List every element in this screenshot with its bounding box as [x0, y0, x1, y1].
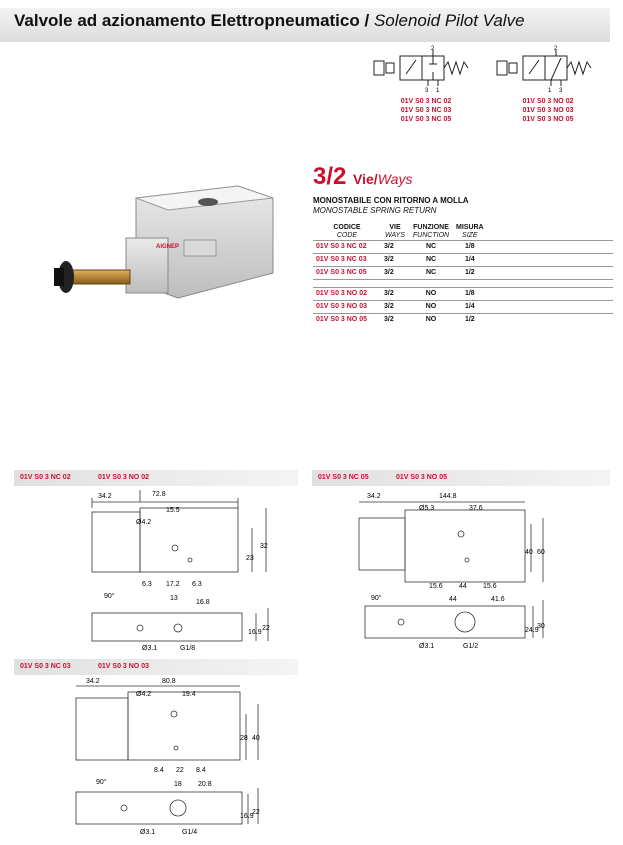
table-row: 01V S0 3 NC 02 3/2 NC 1/8 — [313, 241, 613, 254]
svg-text:28: 28 — [240, 735, 248, 742]
table-row: 01V S0 3 NC 03 3/2 NC 1/4 — [313, 254, 613, 267]
svg-text:15.6: 15.6 — [429, 583, 443, 590]
svg-text:80.8: 80.8 — [162, 678, 176, 685]
col-code: CODICE CODE — [333, 224, 361, 239]
svg-text:90°: 90° — [104, 593, 115, 600]
table-gap — [313, 280, 613, 288]
svg-text:60: 60 — [537, 549, 545, 556]
svg-text:90°: 90° — [96, 779, 107, 786]
svg-text:22: 22 — [262, 625, 270, 632]
svg-text:90°: 90° — [371, 595, 382, 602]
symbol-codes-nc: 01V S0 3 NC 02 01V S0 3 NC 03 01V S0 3 NC 05 — [400, 98, 452, 123]
svg-text:16.9: 16.9 — [240, 813, 254, 820]
valve-symbol-nc — [370, 44, 485, 92]
technical-drawing-02 — [80, 488, 280, 653]
title-italian: Valvole ad azionamento Elettropneumatico — [14, 11, 360, 30]
svg-text:40: 40 — [525, 549, 533, 556]
section-bar-05: 01V S0 3 NC 05 01V S0 3 NO 05 — [312, 470, 610, 486]
svg-text:144.8: 144.8 — [439, 493, 457, 500]
table-row: 01V S0 3 NO 03 3/2 NO 1/4 — [313, 301, 613, 314]
col-ways: VIE WAYS — [385, 224, 405, 239]
svg-text:44: 44 — [449, 596, 457, 603]
section-bar-02: 01V S0 3 NC 02 01V S0 3 NO 02 — [14, 470, 298, 486]
brand-logo: AIGNEP — [156, 244, 180, 250]
svg-text:15.6: 15.6 — [483, 583, 497, 590]
svg-text:G1/8: G1/8 — [180, 645, 196, 652]
svg-text:41.6: 41.6 — [491, 596, 505, 603]
svg-text:13: 13 — [170, 595, 178, 602]
description-italian: MONOSTABILE CON RITORNO A MOLLA — [313, 196, 469, 205]
svg-text:16.9: 16.9 — [248, 629, 262, 636]
svg-text:22: 22 — [176, 767, 184, 774]
svg-text:20.8: 20.8 — [198, 781, 212, 788]
svg-text:34.2: 34.2 — [86, 678, 100, 685]
port-label: 3 — [559, 88, 563, 92]
svg-text:72.8: 72.8 — [152, 491, 166, 498]
title-separator: / — [364, 11, 370, 30]
page-title — [14, 11, 525, 31]
svg-text:23: 23 — [246, 555, 254, 562]
svg-text:19.4: 19.4 — [182, 691, 196, 698]
valve-symbol-no — [493, 44, 608, 92]
port-label: 3 — [425, 88, 429, 92]
svg-text:G1/2: G1/2 — [463, 643, 479, 650]
svg-text:30: 30 — [537, 623, 545, 630]
technical-drawing-05 — [355, 488, 555, 653]
table-row: 01V S0 3 NO 02 3/2 NO 1/8 — [313, 288, 613, 301]
svg-text:Ø3.1: Ø3.1 — [140, 829, 156, 836]
product-photo — [28, 178, 288, 328]
svg-text:44: 44 — [459, 583, 467, 590]
technical-drawing-03 — [70, 674, 270, 839]
svg-text:G1/4: G1/4 — [182, 829, 198, 836]
svg-text:37.6: 37.6 — [469, 505, 483, 512]
section-bar-03: 01V S0 3 NC 03 01V S0 3 NO 03 — [14, 659, 298, 675]
svg-text:8.4: 8.4 — [196, 767, 206, 774]
col-size: MISURA SIZE — [456, 224, 484, 239]
svg-text:24.9: 24.9 — [525, 627, 539, 634]
table-row: 01V S0 3 NC 05 3/2 NC 1/2 — [313, 267, 613, 280]
svg-text:40: 40 — [252, 735, 260, 742]
svg-text:34.2: 34.2 — [98, 493, 112, 500]
table-header-row — [313, 222, 613, 241]
description-english: MONOSTABLE SPRING RETURN — [313, 206, 437, 215]
title-english: Solenoid Pilot Valve — [373, 11, 525, 30]
svg-text:6.3: 6.3 — [192, 581, 202, 588]
ways-title: 3/2 Vie/Ways — [313, 163, 413, 190]
port-label: 2 — [554, 46, 558, 52]
svg-text:Ø3.1: Ø3.1 — [142, 645, 158, 652]
svg-text:34.2: 34.2 — [367, 493, 381, 500]
port-label: 1 — [548, 88, 552, 92]
spec-table — [313, 222, 613, 326]
table-row: 01V S0 3 NO 05 3/2 NO 1/2 — [313, 314, 613, 327]
svg-text:Ø4.2: Ø4.2 — [136, 519, 152, 526]
col-function: FUNZIONE FUNCTION — [412, 224, 450, 239]
svg-text:15.5: 15.5 — [166, 507, 180, 514]
svg-text:Ø3.1: Ø3.1 — [419, 643, 435, 650]
symbol-codes-no: 01V S0 3 NO 02 01V S0 3 NO 03 01V S0 3 NO 05 — [522, 98, 574, 123]
svg-text:8.4: 8.4 — [154, 767, 164, 774]
svg-text:16.8: 16.8 — [196, 599, 210, 606]
svg-text:32: 32 — [260, 543, 268, 550]
svg-text:22: 22 — [252, 809, 260, 816]
svg-text:17.2: 17.2 — [166, 581, 180, 588]
svg-text:18: 18 — [174, 781, 182, 788]
svg-text:Ø5.3: Ø5.3 — [419, 505, 435, 512]
port-label: 1 — [436, 88, 440, 92]
svg-text:Ø4.2: Ø4.2 — [136, 691, 152, 698]
port-label: 2 — [431, 46, 435, 52]
svg-text:6.3: 6.3 — [142, 581, 152, 588]
